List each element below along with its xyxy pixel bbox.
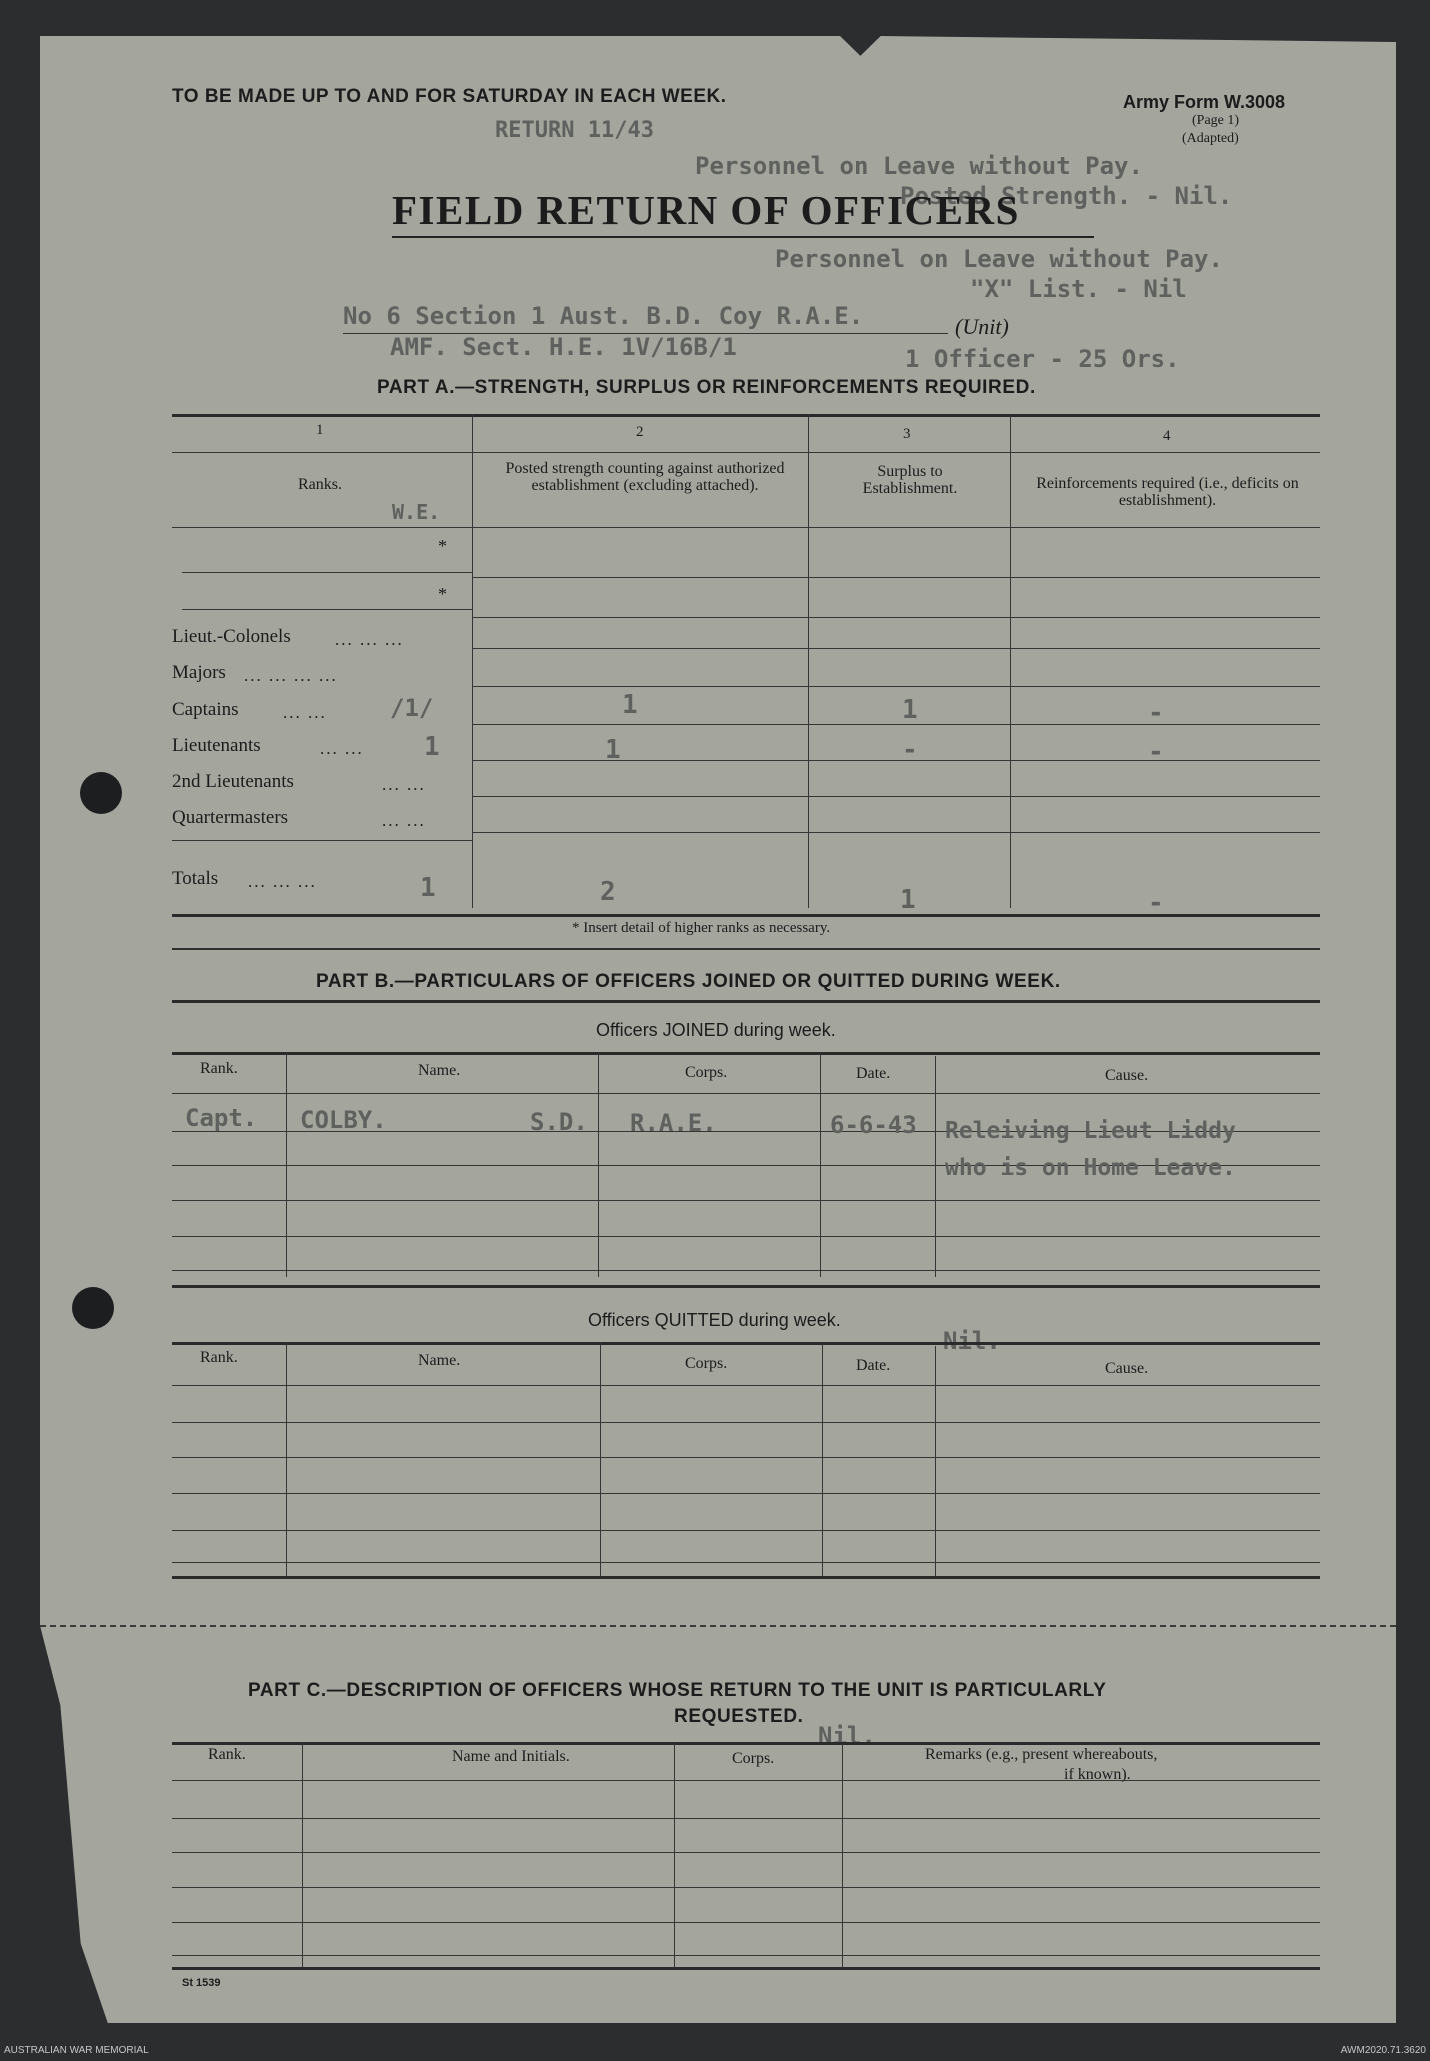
- joined-heading: Officers JOINED during week.: [596, 1020, 836, 1040]
- joined-col-cause: Cause.: [1105, 1067, 1149, 1084]
- rank-label: Captains: [172, 699, 239, 720]
- quitted-row-rule: [172, 1457, 1320, 1458]
- joined-date: 6-6-43: [830, 1111, 917, 1139]
- part-c-col-divider: [842, 1744, 843, 1967]
- grid-rule: [473, 617, 1320, 618]
- form-page: (Page 1): [1192, 113, 1240, 128]
- joined-row-rule: [172, 1200, 1320, 1201]
- rank-row: [172, 807, 288, 829]
- leave-line-2: Personnel on Leave without Pay.: [775, 245, 1223, 273]
- quitted-row-rule: [172, 1493, 1320, 1494]
- part-a-top-rule: [172, 414, 1320, 417]
- form-number: Army Form W.3008: [1123, 92, 1286, 112]
- joined-row-rule: [172, 1236, 1320, 1237]
- grid-rule: [473, 724, 1320, 725]
- col-number: 3: [903, 426, 911, 442]
- posted-value-captains: 1: [622, 690, 638, 720]
- part-c-nil: Nil.: [818, 1722, 876, 1750]
- part-a-footnote-rule: [172, 948, 1320, 950]
- leader-dots: ... ...: [382, 811, 426, 830]
- quitted-header-top-rule: [172, 1342, 1320, 1345]
- quitted-col-divider: [822, 1344, 823, 1576]
- part-c-row-rule: [172, 1852, 1320, 1853]
- leader-dots: ... ... ...: [248, 872, 317, 891]
- archive-credit: AUSTRALIAN WAR MEMORIAL: [4, 2045, 149, 2056]
- rank-row: [172, 626, 291, 648]
- unit-label: (Unit): [955, 314, 1009, 339]
- ranks-header: Ranks.: [298, 476, 342, 493]
- quitted-col-name: Name.: [418, 1352, 461, 1369]
- surplus-value-lieutenants: -: [902, 735, 918, 765]
- quitted-nil: Nil.: [943, 1327, 1001, 1355]
- joined-col-date: Date.: [856, 1065, 891, 1082]
- joined-cause-line2: who is on Home Leave.: [945, 1155, 1236, 1181]
- rank-row: [172, 699, 239, 721]
- part-c-heading-line2: REQUESTED.: [674, 1706, 804, 1727]
- posted-strength-nil: Posted Strength. - Nil.: [900, 182, 1233, 210]
- col-number: 2: [636, 424, 644, 440]
- punch-hole-top: [80, 772, 122, 814]
- posted-header: Posted strength counting against authorized establishment (excluding attached).: [505, 460, 785, 494]
- we-value-totals: 1: [420, 873, 436, 903]
- joined-initials: S.D.: [530, 1108, 588, 1136]
- part-c-row-rule: [172, 1955, 1320, 1956]
- leave-line-1: Personnel on Leave without Pay.: [695, 152, 1143, 180]
- we-header: W.E.: [392, 500, 441, 524]
- posted-value-lieutenants: 1: [605, 735, 621, 765]
- part-c-col-name: Name and Initials.: [452, 1748, 570, 1765]
- part-a-numrow-rule: [172, 452, 1320, 453]
- part-c-col-remarks-2: if known).: [1064, 1766, 1131, 1783]
- rank-label: Quartermasters: [172, 807, 289, 828]
- joined-col-rank: Rank.: [200, 1060, 238, 1077]
- quitted-col-divider: [286, 1342, 287, 1576]
- joined-header-rule: [172, 1093, 1320, 1094]
- part-c-col-rank: Rank.: [208, 1746, 246, 1763]
- joined-rank: Capt.: [185, 1104, 258, 1132]
- star-marker: *: [438, 584, 447, 604]
- we-value-lieutenants: 1: [424, 732, 440, 762]
- quitted-col-corps: Corps.: [685, 1355, 728, 1372]
- part-a-heading: PART A.—STRENGTH, SURPLUS OR REINFORCEMENTS REQUIRED.: [377, 377, 1036, 398]
- reinf-value-captains: -: [1148, 698, 1164, 728]
- quitted-heading: Officers QUITTED during week.: [588, 1310, 841, 1330]
- grid-rule: [473, 760, 1320, 761]
- quitted-col-rank: Rank.: [200, 1349, 238, 1366]
- part-a-col-divider: [808, 414, 809, 908]
- surplus-value-captains: 1: [902, 695, 918, 725]
- part-c-row-rule: [172, 1818, 1320, 1819]
- joined-name: COLBY.: [300, 1106, 387, 1134]
- quitted-row-rule: [172, 1530, 1320, 1531]
- part-c-col-divider: [674, 1742, 675, 1967]
- star-row-rule: [182, 609, 472, 610]
- grid-rule: [473, 577, 1320, 578]
- reinforcements-header: Reinforcements required (i.e., deficits on establishment).: [1036, 475, 1299, 509]
- part-c-bottom-rule: [172, 1967, 1320, 1970]
- return-number: RETURN 11/43: [495, 118, 654, 143]
- joined-col-name: Name.: [418, 1062, 461, 1079]
- star-marker: *: [438, 536, 447, 556]
- leader-dots: ... ...: [283, 703, 327, 722]
- reinf-value-lieutenants: -: [1148, 737, 1164, 767]
- part-a-bottom-rule: [172, 914, 1320, 917]
- quitted-col-divider: [935, 1346, 936, 1576]
- quitted-row-rule: [172, 1562, 1320, 1563]
- rank-row: [172, 771, 294, 793]
- part-c-col-divider: [302, 1742, 303, 1967]
- part-c-col-remarks: Remarks (e.g., present whereabouts,: [925, 1746, 1158, 1763]
- joined-row: [185, 1104, 257, 1132]
- print-code: St 1539: [182, 1977, 221, 1989]
- reinf-value-totals: -: [1148, 888, 1164, 918]
- leader-dots: ... ... ... ...: [244, 666, 338, 685]
- leader-dots: ... ...: [320, 739, 364, 758]
- part-c-col-corps: Corps.: [732, 1750, 775, 1767]
- rank-label: 2nd Lieutenants: [172, 771, 294, 792]
- rank-row: [172, 662, 226, 684]
- part-c-row-rule: [172, 1922, 1320, 1923]
- joined-header-top-rule: [172, 1052, 1320, 1055]
- grid-rule: [473, 686, 1320, 687]
- joined-cause-line1: Releiving Lieut Liddy: [945, 1118, 1236, 1144]
- star-row-rule: [182, 572, 472, 573]
- totals-top-rule: [172, 840, 472, 841]
- perforation-line: [40, 1625, 1396, 1627]
- grid-rule: [473, 832, 1320, 833]
- leader-dots: ... ...: [382, 775, 426, 794]
- form-adapted: (Adapted): [1182, 131, 1239, 146]
- col-number: 1: [316, 422, 324, 438]
- col-number: 4: [1163, 428, 1171, 444]
- surplus-header: Surplus to Establishment.: [862, 463, 958, 497]
- punch-hole-bottom: [72, 1287, 114, 1329]
- totals-label: Totals: [172, 868, 219, 889]
- rank-label: Lieutenants: [172, 735, 261, 756]
- title-underline: [392, 236, 1094, 238]
- form-instruction: TO BE MADE UP TO AND FOR SATURDAY IN EACH WEEK.: [172, 86, 727, 107]
- joined-row-rule: [172, 1270, 1320, 1271]
- archive-accession: AWM2020.71.3620: [1340, 2045, 1426, 2056]
- surplus-value-totals: 1: [900, 885, 916, 915]
- joined-col-divider: [935, 1056, 936, 1277]
- quitted-col-divider: [600, 1342, 601, 1576]
- part-a-col-divider: [472, 414, 473, 908]
- grid-rule: [473, 796, 1320, 797]
- part-c-header-rule: [172, 1780, 1320, 1781]
- part-c-top-rule: [172, 1742, 1320, 1745]
- part-a-header-rule: [172, 527, 1320, 528]
- part-a-col-divider: [1010, 414, 1011, 908]
- quitted-col-cause: Cause.: [1105, 1360, 1149, 1377]
- posted-value-totals: 2: [600, 877, 616, 907]
- part-c-row-rule: [172, 1887, 1320, 1888]
- joined-bottom-rule: [172, 1285, 1320, 1288]
- unit-line-2: AMF. Sect. H.E. 1V/16B/1: [390, 333, 737, 361]
- part-b-top-rule: [172, 1000, 1320, 1003]
- rank-label: Lieut.-Colonels: [172, 626, 291, 647]
- quitted-col-date: Date.: [856, 1357, 891, 1374]
- joined-corps: R.A.E.: [630, 1109, 717, 1137]
- officer-count: 1 Officer - 25 Ors.: [905, 345, 1180, 373]
- part-a-footnote: * Insert detail of higher ranks as necessary.: [572, 920, 831, 936]
- we-value-captains: /1/: [390, 694, 434, 722]
- form-title: FIELD RETURN OF OFFICERS: [392, 187, 1020, 233]
- quitted-bottom-rule: [172, 1576, 1320, 1579]
- part-b-heading: PART B.—PARTICULARS OF OFFICERS JOINED OR QUITTED DURING WEEK.: [316, 971, 1061, 992]
- x-list-nil: "X" List. - Nil: [970, 275, 1187, 303]
- part-c-heading-line1: PART C.—DESCRIPTION OF OFFICERS WHOSE RETURN TO THE UNIT IS PARTICULARLY: [248, 1680, 1107, 1701]
- rank-label: Majors: [172, 662, 226, 683]
- grid-rule: [473, 648, 1320, 649]
- rank-row: [172, 735, 261, 757]
- quitted-row-rule: [172, 1422, 1320, 1423]
- quitted-header-rule: [172, 1385, 1320, 1386]
- leader-dots: ... ... ...: [335, 630, 404, 649]
- unit-line-1: No 6 Section 1 Aust. B.D. Coy R.A.E.: [343, 302, 864, 330]
- joined-col-corps: Corps.: [685, 1064, 728, 1081]
